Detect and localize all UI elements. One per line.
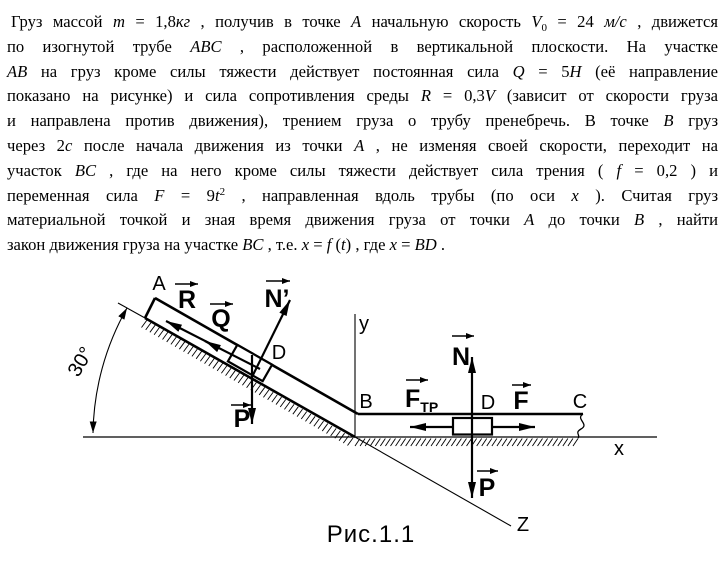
problem-text-line: AB на груз кроме силы тяжести действует постоянная сила Q = 5Н (её направление [7, 61, 719, 81]
axis-label-x: x [614, 438, 624, 460]
force-label-P-horizontal: P [478, 474, 496, 502]
problem-text-line: показано на рисунке) и сила сопротивления среды R = 0,3V (зависит от скорости груза [7, 86, 718, 106]
force-label-N-prime: N’ [264, 285, 290, 313]
problem-text-line: переменная сила $F = 9t^2$ , направленная вдоль трубы (по оси x ). Считая груз [7, 185, 719, 205]
point-label-D-incline: D [271, 342, 287, 364]
incline-tube-end-cap [145, 298, 155, 318]
point-label-D-horizontal: D [480, 392, 496, 414]
force-label-F: F [513, 387, 529, 415]
force-label-R: R [177, 286, 197, 314]
tube-break-squiggle [578, 414, 584, 438]
incline-extension-line [118, 303, 145, 318]
axis-label-y: y [359, 313, 369, 335]
point-label-B: B [359, 391, 373, 413]
angle-label: 30° [63, 343, 99, 381]
problem-text-line: Груз массой m = 1,8кг , получив в точке A начальную скорость $V_0 = 24$ м/с , движется [11, 12, 718, 34]
force-label-F-friction: $F_{ТР}$ [405, 385, 439, 415]
force-label-N: N [451, 343, 471, 371]
figure-caption: Рис.1.1 [326, 521, 416, 548]
force-label-P-incline: P [233, 405, 251, 433]
problem-text-line: участок BC , где на него кроме силы тяжести действует сила трения ( f = 0,2 ) и [7, 160, 718, 180]
ground-hatching [355, 439, 578, 447]
point-label-C: C [572, 391, 588, 413]
problem-text-line: и направлена против движения), трением груза о трубу пренебречь. В точке B груз [7, 111, 718, 131]
problem-text-line: по изогнутой трубе ABC , расположенной в вертикальной плоскости. На участке [7, 36, 718, 56]
point-label-A: A [152, 273, 166, 295]
problem-text-line: закон движения груза на участке BC , т.е. x = f (t) , где x = BD . [7, 235, 446, 255]
angle-arc [93, 308, 127, 433]
axis-label-z: Z [516, 514, 530, 536]
vector-Q-head [205, 341, 216, 347]
force-label-Q: Q [211, 305, 231, 333]
problem-text-line: материальной точкой и зная время движения груза от точки A до точки B , найти [7, 210, 718, 230]
problem-text-line: через 2с после начала движения из точки A , не изменяя своей скорости, переходит на [7, 135, 718, 155]
